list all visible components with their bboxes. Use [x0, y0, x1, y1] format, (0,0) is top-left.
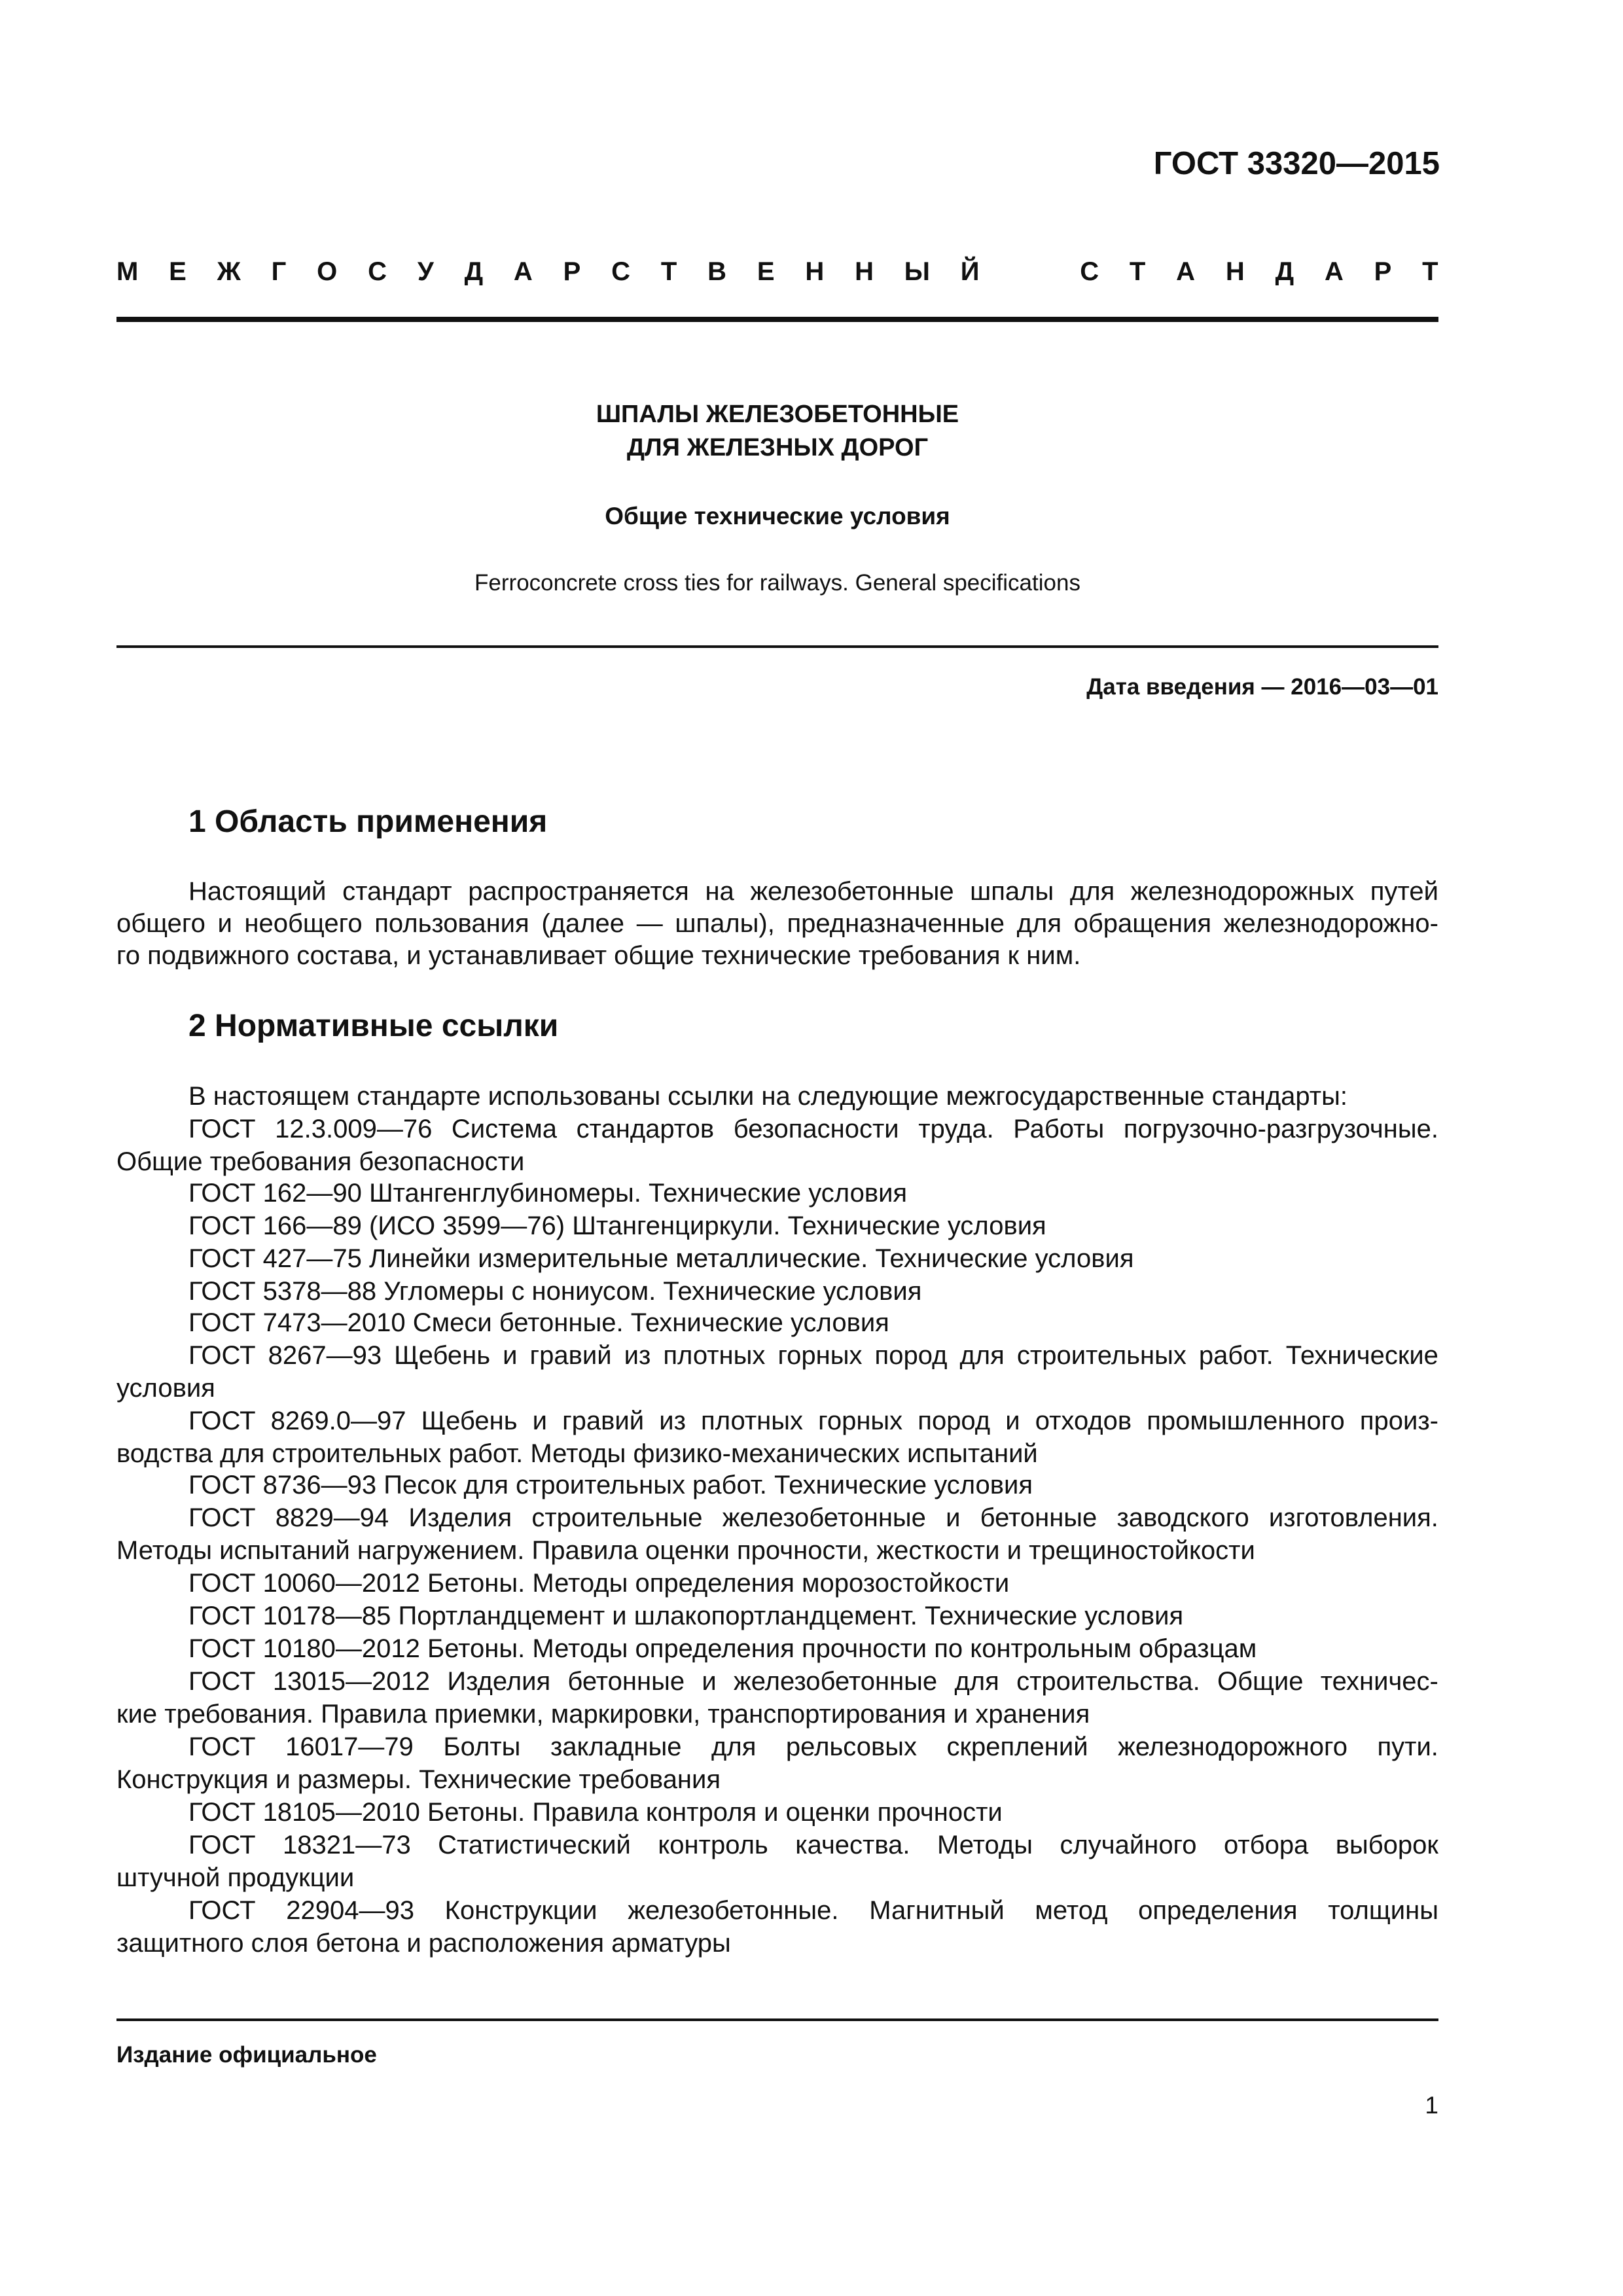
standard-type-letter: С — [1080, 257, 1099, 286]
footer-rule — [116, 2018, 1438, 2021]
standard-type-letter: Н — [1225, 257, 1245, 286]
document-title-line2: ДЛЯ ЖЕЛЕЗНЫХ ДОРОГ — [626, 434, 929, 461]
text-line-justified: ГОСТ 8267—93 Щебень и гравий из плотных горных пород для строительных работ. Технические — [188, 1341, 1438, 1370]
text-line-justified: ГОСТ 18321—73 Статистический контроль качества. Методы случайного отбора выборок — [188, 1831, 1438, 1859]
standard-type-letter: Е — [757, 257, 775, 286]
standard-type-letter: Ы — [904, 257, 930, 286]
english-title: Ferroconcrete cross ties for railways. General specifications — [474, 570, 1080, 596]
text-line: В настоящем стандарте использованы ссылки на следующие межгосударственные стандарты: — [188, 1082, 1347, 1111]
text-line: ГОСТ 5378—88 Угломеры с нониусом. Технические условия — [188, 1277, 922, 1306]
standard-type-letter: А — [513, 257, 533, 286]
standard-type-heading — [116, 257, 1438, 287]
standard-type-letter: Е — [169, 257, 187, 286]
text-line: Конструкция и размеры. Технические требования — [116, 1765, 721, 1794]
standard-type-letter: Ж — [217, 257, 241, 286]
text-line-justified: общего и необщего пользования (далее — шпалы), предназначенные для обращения железнодорожно- — [116, 909, 1438, 938]
text-line: защитного слоя бетона и расположения арматуры — [116, 1929, 731, 1958]
text-line: ГОСТ 427—75 Линейки измерительные металлические. Технические условия — [188, 1244, 1134, 1273]
standard-type-letter: Р — [563, 257, 581, 286]
text-line: Общие требования безопасности — [116, 1147, 525, 1176]
official-edition-label: Издание официальное — [116, 2042, 377, 2068]
text-line: условия — [116, 1374, 215, 1403]
text-line: ГОСТ 8736—93 Песок для строительных работ. Технические условия — [188, 1471, 1033, 1499]
section-1-heading: 1 Область применения — [188, 804, 548, 839]
standard-type-letter: Н — [855, 257, 874, 286]
standard-type-letter: Т — [1129, 257, 1146, 286]
gost-number: ГОСТ 33320—2015 — [1153, 146, 1440, 181]
text-line-justified: ГОСТ 12.3.009—76 Система стандартов безопасности труда. Работы погрузочно-разгрузочные. — [188, 1115, 1438, 1143]
standard-type-letter: С — [611, 257, 631, 286]
document-subtitle: Общие технические условия — [605, 503, 950, 529]
text-line: водства для строительных работ. Методы физико-механических испытаний — [116, 1439, 1038, 1468]
standard-type-letter: Д — [1275, 257, 1294, 286]
introduction-date: Дата введения — 2016—03—01 — [1086, 674, 1438, 700]
text-line: ГОСТ 10178—85 Портландцемент и шлакопортландцемент. Технические условия — [188, 1602, 1184, 1630]
text-line-justified: ГОСТ 8269.0—97 Щебень и гравий из плотных горных пород и отходов промышленного произ- — [188, 1407, 1438, 1435]
text-line: ГОСТ 10180—2012 Бетоны. Методы определения прочности по контрольным образцам — [188, 1634, 1257, 1663]
text-line: Методы испытаний нагружением. Правила оценки прочности, жесткости и трещиностойкости — [116, 1536, 1255, 1565]
text-line-justified: ГОСТ 8829—94 Изделия строительные железобетонные и бетонные заводского изготовления. — [188, 1503, 1438, 1532]
standard-type-letter: А — [1324, 257, 1344, 286]
standard-type-letter: В — [707, 257, 726, 286]
page-number: 1 — [1425, 2092, 1438, 2119]
text-line: ГОСТ 166—89 (ИСО 3599—76) Штангенциркули. Технические условия — [188, 1211, 1046, 1240]
standard-type-letter: Т — [660, 257, 677, 286]
title-rule — [116, 645, 1438, 648]
text-line: ГОСТ 18105—2010 Бетоны. Правила контроля и оценки прочности — [188, 1798, 1003, 1827]
standard-type-letter: Т — [1422, 257, 1438, 286]
text-line-justified: ГОСТ 13015—2012 Изделия бетонные и железобетонные для строительства. Общие техничес- — [188, 1667, 1438, 1696]
standard-type-letter: Н — [805, 257, 825, 286]
standard-type-letter: У — [417, 257, 434, 286]
standard-type-letter: М — [116, 257, 139, 286]
text-line-justified: ГОСТ 16017—79 Болты закладные для рельсовых скреплений железнодорожного пути. — [188, 1732, 1438, 1761]
text-line: кие требования. Правила приемки, маркировки, транспортирования и хранения — [116, 1700, 1090, 1729]
standard-type-letter: О — [317, 257, 338, 286]
standard-type-letter: Д — [464, 257, 484, 286]
standard-type-letter — [1010, 257, 1049, 287]
standard-type-letter: Г — [271, 257, 287, 286]
text-line: го подвижного состава, и устанавливает общие технические требования к ним. — [116, 941, 1081, 970]
header-rule — [116, 317, 1438, 322]
standard-type-letter: А — [1176, 257, 1196, 286]
text-line: штучной продукции — [116, 1863, 355, 1892]
text-line: ГОСТ 162—90 Штангенглубиномеры. Технические условия — [188, 1179, 908, 1208]
text-line-justified: ГОСТ 22904—93 Конструкции железобетонные. Магнитный метод определения толщины — [188, 1896, 1438, 1925]
text-line-justified: Настоящий стандарт распространяется на железобетонные шпалы для железнодорожных путей — [188, 877, 1438, 906]
standard-type-letter: Й — [960, 257, 980, 286]
document-title-line1: ШПАЛЫ ЖЕЛЕЗОБЕТОННЫЕ — [596, 401, 959, 428]
standard-type-letter: С — [368, 257, 387, 286]
text-line: ГОСТ 10060—2012 Бетоны. Методы определения морозостойкости — [188, 1569, 1010, 1598]
standard-type-letter: Р — [1374, 257, 1392, 286]
section-2-heading: 2 Нормативные ссылки — [188, 1009, 559, 1043]
text-line: ГОСТ 7473—2010 Смеси бетонные. Технические условия — [188, 1308, 889, 1337]
